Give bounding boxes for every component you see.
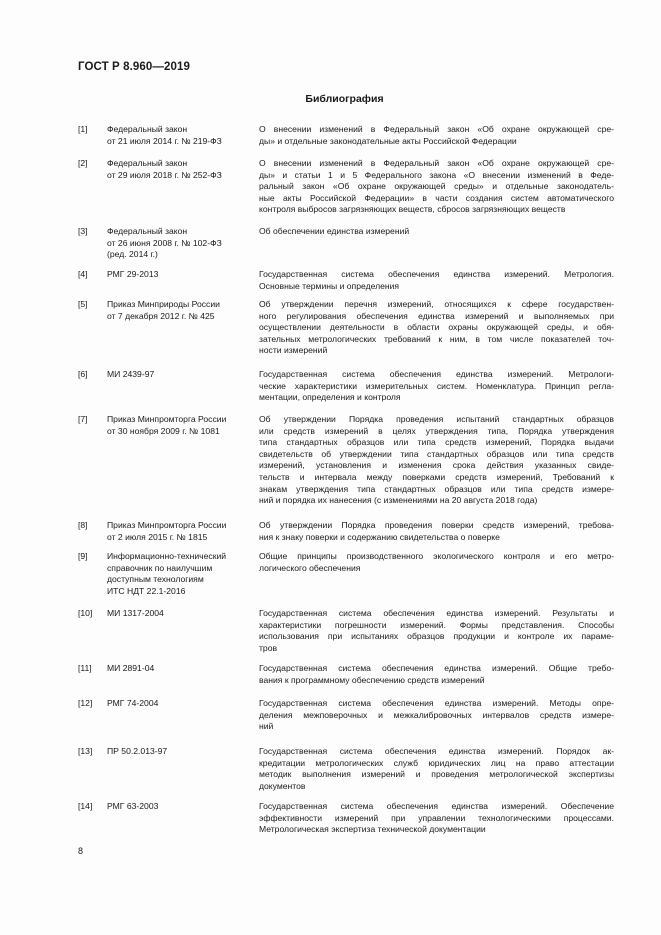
entry-description-line: использования при испытаниях образцов продукции и контроле их параме- [259,631,614,642]
entry-source-line: ИТС НДТ 22.1-2016 [107,585,186,596]
entry-source [107,746,259,758]
entry-number: [1] [78,124,88,134]
entry-description [259,801,614,836]
entry-source-line: Приказ Минприроды России [107,299,220,309]
entry-description-line: Об обеспечении единства измерений [259,226,410,236]
entry-number: [7] [78,414,88,424]
entry-number: [11] [78,663,92,673]
entry-description-line: или средств измерений в целях утверждения типа, Порядка утверждения [259,425,614,436]
entry-source [107,226,259,261]
page-title: Библиография [305,93,384,105]
entry-source-line: РМГ 74-2004 [107,698,159,708]
entry-source-line: справочник по наилучшим [107,562,213,573]
entry-source-line: Приказ Минпромторга России [107,414,227,424]
entry-description-line: методик выполнения измерений и проведения метрологической экспертизы [259,769,614,780]
entry-source-line: Приказ Минпромторга России [107,520,227,530]
entry-description [259,158,614,216]
entry-description [259,551,614,574]
entry-description-line: ного регулирования обеспечения единства измерений и выполняемых при [259,310,614,321]
entry-number: [9] [78,551,88,561]
entry-description-line: Об утверждении Порядка проведения испытаний стандартных образцов [259,414,614,424]
page-number: 8 [78,846,84,856]
standard-code: ГОСТ Р 8.960—2019 [78,61,190,73]
entry-source-line: от 7 декабря 2012 г. № 425 [107,310,215,321]
entry-description-line: Государственная система обеспечения единства измерений. Результаты и [259,608,614,618]
entry-number: [4] [78,269,88,279]
entry-source-line: Федеральный закон [107,226,188,236]
entry-description-line: Об утверждении перечня измерений, относящихся к сфере государствен- [259,299,614,309]
entry-description [259,663,614,686]
entry-description-line: вания к программному обеспечению средств измерений [259,674,485,685]
entry-description-line: Государственная система обеспечения единства измерений. Общие требо- [259,663,614,673]
entry-number: [14] [78,801,93,811]
entry-description-line: контроля выбросов загрязняющих веществ, сбросов загрязняющих веществ [259,204,566,215]
entry-description-line: О внесении изменений в Федеральный закон «Об охране окружающей сре- [259,124,614,134]
entry-description-line: Государственная система обеспечения единства измерений. Обеспечение [259,801,614,811]
entry-description-line: эффективности измерений при управлении технологическими процессами. [259,812,614,823]
entry-description-line: ности измерений [259,345,328,356]
entry-description-line: тельств и интервала между поверками средств измерений, Требований к [259,471,614,482]
entry-description-line: ческие характеристики измерительных систем. Номенклатура. Принцип регла- [259,380,614,391]
entry-source-line: РМГ 29-2013 [107,269,159,279]
entry-description [259,124,614,147]
entry-description-line: зательных метрологических требований к ним, в том числе показателей точ- [259,333,614,344]
entry-source-line: от 26 июня 2008 г. № 102-ФЗ [107,237,222,248]
entry-source-line: от 29 июля 2018 г. № 252-ФЗ [107,169,222,180]
entry-source-line: от 21 июля 2014 г. № 219-ФЗ [107,135,222,146]
entry-description-line: деления межповерочных и межкалибровочных интервалов средств измере- [259,709,614,720]
entry-description-line: осуществлении деятельности в области охраны окружающей среды, и обя- [259,322,614,333]
entry-description-line: свидетельств об утверждении типа стандартных образцов или типа средств [259,448,614,459]
entry-description-line: ды» и статьи 1 и 5 Федерального закона «О внесении изменений в Феде- [259,169,614,180]
entry-description-line: Основные термины и определения [259,280,400,291]
entry-source-line: РМГ 63-2003 [107,801,159,811]
entry-number: [3] [78,226,88,236]
entry-description-line: ные акты Российской Федерации» в части создания систем автоматического [259,192,614,203]
entry-description-line: ментации, определения и контроля [259,392,401,403]
entry-description-line: О внесении изменений в Федеральный закон «Об охране окружающей сре- [259,158,614,168]
entry-description [259,226,614,238]
entry-source-line: МИ 2439-97 [107,369,155,379]
entry-description [259,520,614,543]
entry-number: [8] [78,520,88,530]
entry-description-line: знакам утверждения типа стандартных образцов или типа средств измере- [259,483,614,494]
entry-description-line: ний [259,721,274,732]
entry-description-line: характеристики погрешности измерений. Формы представления. Способы [259,619,614,630]
entry-source [107,608,259,620]
entry-description [259,608,614,654]
entry-source-line: Федеральный закон [107,124,188,134]
entry-description-line: Общие принципы производственного экологического контроля и его метро- [259,551,614,561]
entry-description-line: Государственная система обеспечения единства измерений. Порядок ак- [259,746,614,756]
entry-source [107,551,259,597]
entry-source-line: от 2 июля 2015 г. № 1815 [107,531,208,542]
entry-description [259,698,614,733]
entry-source-line: доступным технологиям [107,574,204,585]
entry-description-line: Об утверждении Порядка проведения поверки средств измерений, требова- [259,520,614,530]
entry-source [107,158,259,181]
entry-source-line: (ред. 2014 г.) [107,249,158,260]
entry-description-line: тров [259,642,278,653]
entry-description-line: логического обеспечения [259,562,361,573]
entry-description [259,369,614,404]
entry-source [107,269,259,281]
entry-description-line: ний и порядка их нанесения (с изменениями на 20 августа 2018 года) [259,495,538,506]
entry-description-line: кредитации метрологических служб юридических лиц на право аттестации [259,757,614,768]
entry-number: [12] [78,698,93,708]
entry-description-line: ральный закон «Об охране окружающей среды» и отдельные законодатель- [259,181,614,192]
entry-description-line: типа стандартных образцов или типа средств измерений, Порядка выдачи [259,437,614,448]
entry-source [107,369,259,381]
entry-description [259,269,614,292]
entry-source-line: МИ 2891-04 [107,663,155,673]
entry-number: [13] [78,746,93,756]
entry-number: [6] [78,369,88,379]
entry-source [107,520,259,543]
entry-description-line: Государственная система обеспечения единства измерений. Метрологи- [259,369,614,379]
entry-description [259,299,614,357]
entry-source-line: МИ 1317-2004 [107,608,164,618]
entry-description-line: документов [259,780,306,791]
entry-source [107,663,259,675]
entry-description-line: ды» и отдельные законодательные акты Российской Федерации [259,135,517,146]
entry-description-line: измерений, установления и изменения срока действия указанных свиде- [259,460,614,471]
entry-description [259,414,614,507]
entry-source [107,124,259,147]
entry-description [259,746,614,792]
entry-description-line: Государственная система обеспечения единства измерений. Метрология. [259,269,614,279]
entry-source [107,299,259,322]
entry-source [107,414,259,437]
entry-source-line: ПР 50.2.013-97 [107,746,168,756]
entry-description-line: Государственная система обеспечения единства измерений. Методы опре- [259,698,614,708]
entry-number: [2] [78,158,88,168]
entry-number: [10] [78,608,93,618]
entry-source-line: Информационно-технический [107,551,227,561]
entry-description-line: ния к знаку поверки и содержанию свидетельства о поверке [259,531,500,542]
entry-source [107,801,259,813]
entry-source [107,698,259,710]
entry-source-line: от 30 ноября 2009 г. № 1081 [107,425,220,436]
entry-number: [5] [78,299,88,309]
entry-description-line: Метрологическая экспертиза технической документации [259,824,486,835]
entry-source-line: Федеральный закон [107,158,188,168]
